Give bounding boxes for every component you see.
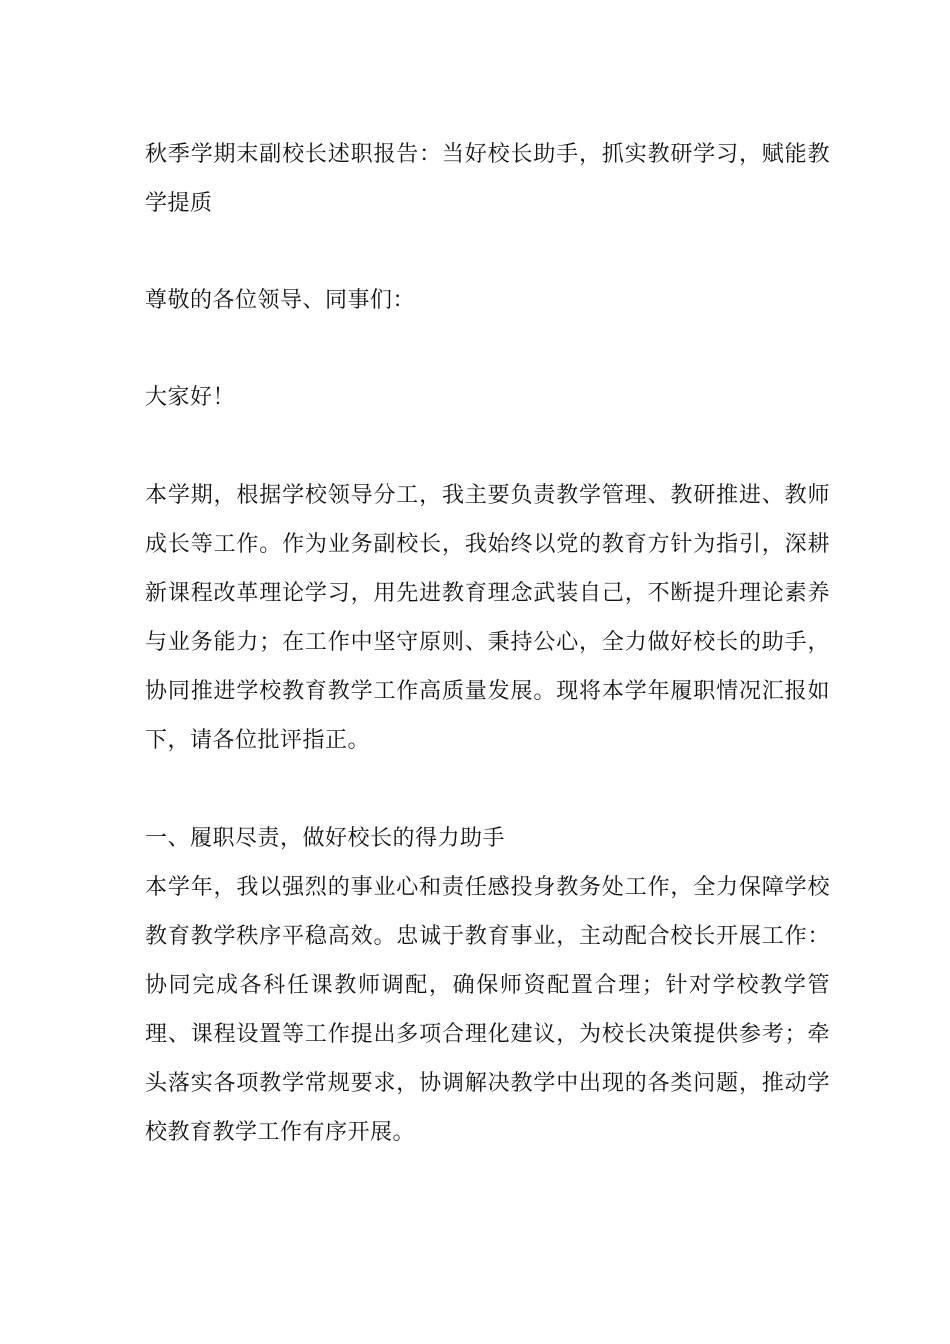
section-heading: 一、履职尽责，做好校长的得力助手 (145, 826, 506, 851)
document-title: 秋季学期末副校长述职报告：当好校长助手，抓实教研学习，赋能教学提质 (145, 142, 830, 216)
salutation: 尊敬的各位领导、同事们： (145, 288, 416, 313)
intro-paragraph: 本学期，根据学校领导分工，我主要负责教学管理、教研推进、教师成长等工作。作为业务副校长，我始终以党的教育方针为指引，深耕新课程改革理论学习，用先进教育理念武装自己，不断提升理论素养与业务能力；在工作中坚守原则、秉持公心，全力做好校长的助手，协同推进学校教育教学工作高质量发展。现将本学年履职情况汇报如下，请各位批评指正。 (145, 483, 830, 753)
section-body-paragraph: 本学年，我以强烈的事业心和责任感投身教务处工作，全力保障学校教育教学秩序平稳高效。忠诚于教育事业，主动配合校长开展工作：协同完成各科任课教师调配，确保师资配置合理；针对学校教学管理、课程设置等工作提出多项合理化建议，为校长决策提供参考；牵头落实各项教学常规要求，协调解决教学中出现的各类问题，推动学校教育教学工作有序开展。 (145, 875, 830, 1145)
greeting: 大家好！ (145, 385, 236, 410)
document-page (145, 130, 830, 1157)
